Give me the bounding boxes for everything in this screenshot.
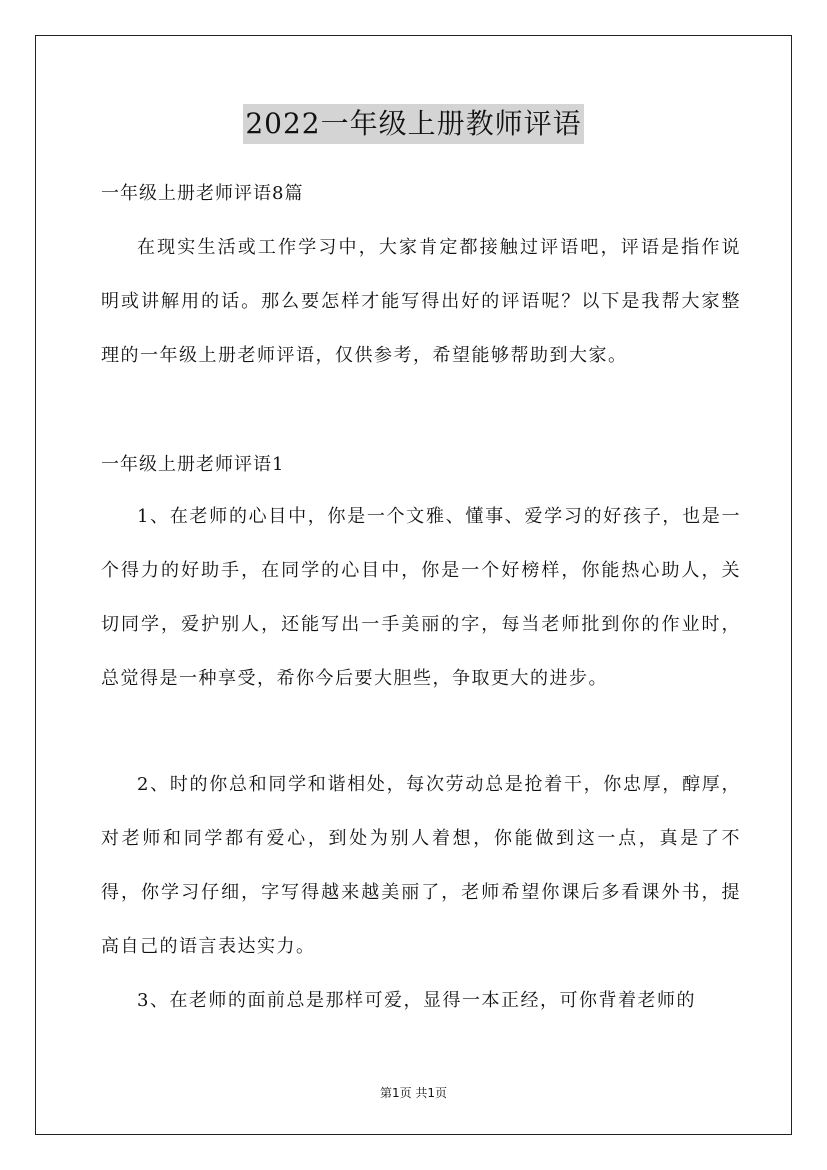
comment-item-1: 1、在老师的心目中，你是一个文雅、懂事、爱学习的好孩子，也是一个得力的好助手，在同学的心目中，你是一个好榜样，你能热心助人，关切同学，爱护别人，还能写出一手美丽的字，每当老师批到你的作业时，总觉得是一种享受，希你今后要大胆些，争取更大的进步。 [101,506,741,689]
comment-item-2: 2、时的你总和同学和谐相处，每次劳动总是抢着干，你忠厚，醇厚，对老师和同学都有爱心，到处为别人着想，你能做到这一点，真是了不得，你学习仔细，字写得越来越美丽了，老师希望你课后多看课外书，提高自己的语言表达实力。 [101,774,741,957]
page-footer: 第1页 共1页 [379,1086,448,1100]
comment-item-3: 3、在老师的面前总是那样可爱，显得一本正经，可你背着老师的 [137,990,696,1011]
document-title-wrap [0,104,827,144]
intro-paragraph: 在现实生活或工作学习中，大家肯定都接触过评语吧，评语是指作说明或讲解用的话。那么要怎样才能写得出好的评语呢？以下是我帮大家整理的一年级上册老师评语，仅供参考，希望能够帮助到大家。 [101,237,741,366]
subtitle: 一年级上册老师评语8篇 [101,183,304,204]
section-heading: 一年级上册老师评语1 [101,454,285,475]
document-title: 2022一年级上册教师评语 [243,104,583,144]
